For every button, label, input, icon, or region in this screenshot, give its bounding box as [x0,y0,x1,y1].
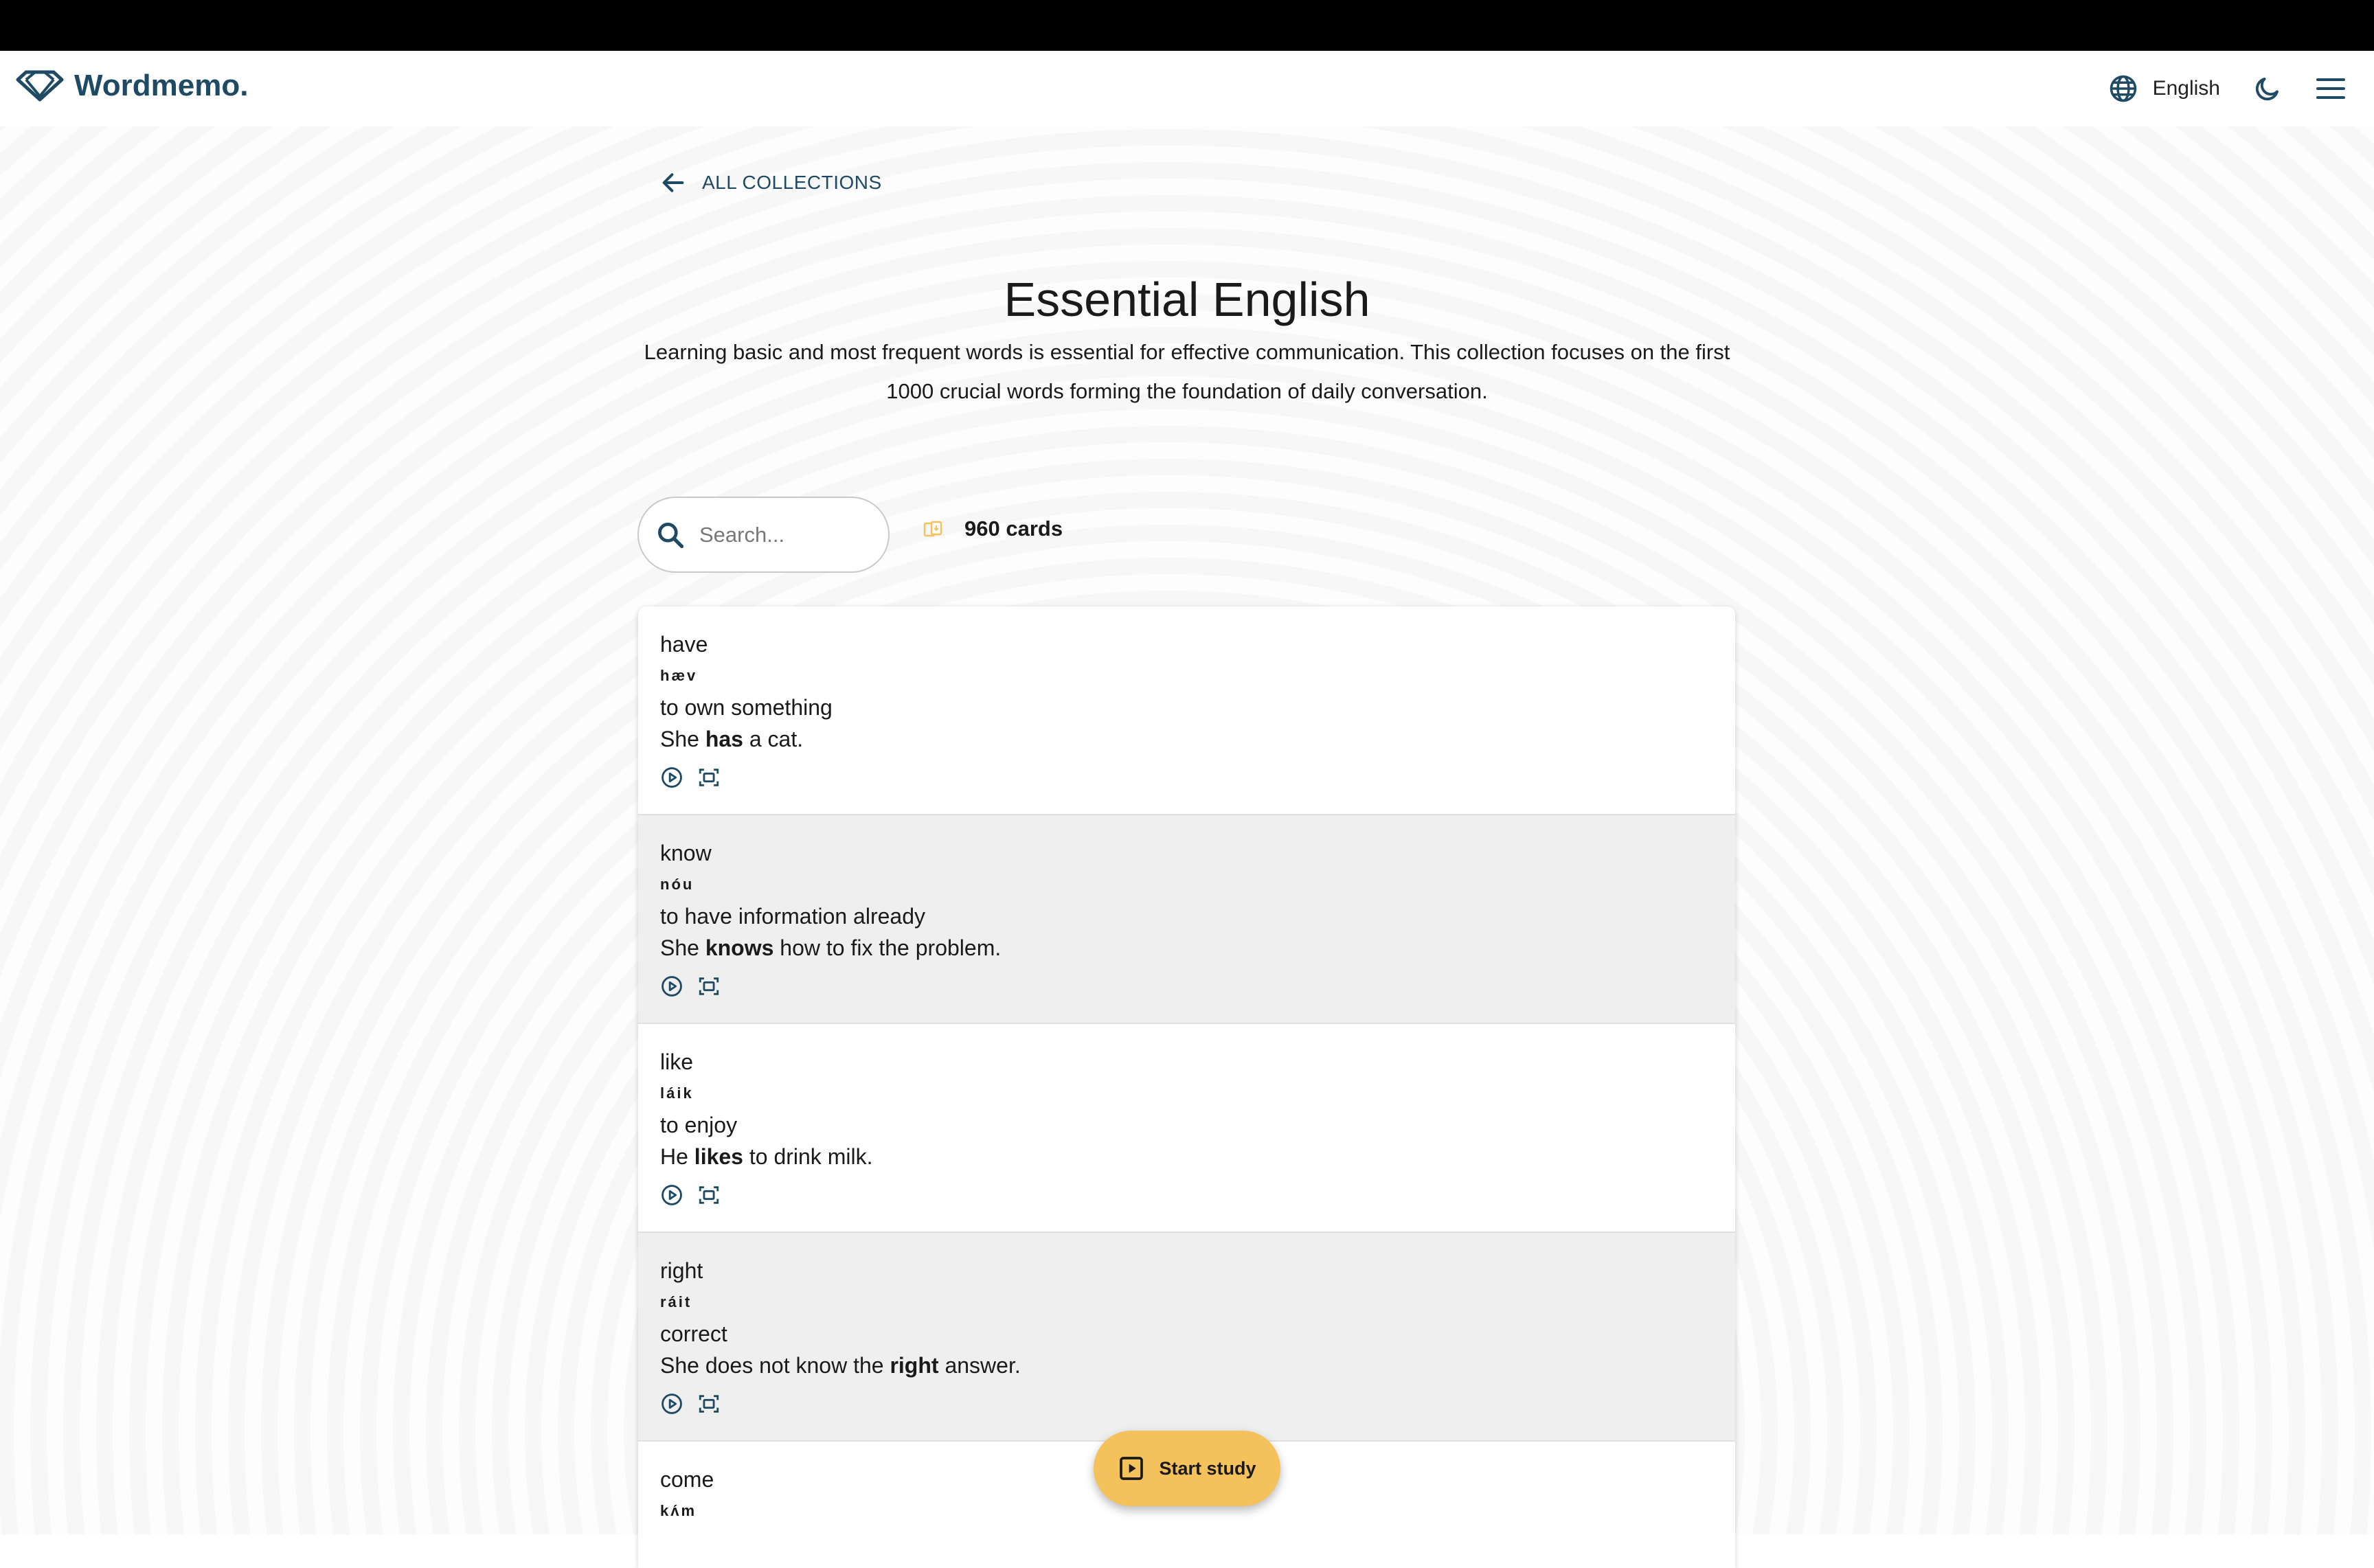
app-header [0,51,2374,126]
play-circle-icon [660,1183,683,1207]
card-definition: to have information already [660,904,925,929]
arrow-left-icon [659,169,687,196]
example-text: how to fix the problem. [773,935,1002,960]
search-box[interactable] [637,497,890,573]
flip-card-icon [697,975,721,998]
menu-button[interactable] [2315,76,2347,101]
card-pronunciation: kʌ́m [660,1502,697,1519]
back-to-collections-link[interactable] [659,169,882,196]
diamond-logo-icon [15,70,65,102]
moon-icon [2253,74,2282,103]
back-label: ALL COLLECTIONS [702,172,882,193]
example-text: a cat. [743,727,804,751]
search-icon [655,520,686,550]
card-word: know [660,841,712,865]
example-keyword: right [890,1353,939,1378]
language-selector[interactable] [2109,74,2220,103]
play-audio-button[interactable] [660,766,683,789]
card-example [660,1141,1713,1172]
play-audio-button[interactable] [660,975,683,998]
example-text: to drink milk. [743,1144,873,1169]
globe-icon [2109,74,2138,103]
play-circle-icon [660,975,683,998]
card-pronunciation: hæv [660,667,698,684]
example-text: answer. [938,1353,1021,1378]
logo[interactable] [15,69,248,103]
list-item[interactable] [638,606,1735,815]
collection-description: Learning basic and most frequent words is essential for effective communication. This collection focuses on the first 1000 crucial words forming the foundation of daily conversation. [644,340,1730,403]
card-count [923,516,1063,541]
example-text: She [660,727,705,751]
app-name: Wordmemo. [74,69,249,102]
card-pronunciation: láik [660,1084,694,1102]
language-label: English [2152,77,2220,100]
card-definition: to own something [660,695,833,720]
hamburger-menu-icon [2315,76,2347,101]
example-text: She does not know the [660,1353,890,1378]
list-item[interactable] [638,1233,1735,1442]
flip-card-icon [697,1183,721,1207]
card-example [660,723,1713,755]
example-keyword: likes [694,1144,743,1169]
card-definition: correct [660,1321,727,1346]
card-word: right [660,1258,703,1283]
flip-card-button[interactable] [697,1392,721,1416]
card-definition: to enjoy [660,1113,738,1137]
card-count-label: 960 cards [964,516,1063,541]
card-word: have [660,632,708,657]
card-example [660,1350,1713,1381]
flip-card-icon [697,766,721,789]
play-audio-button[interactable] [660,1392,683,1416]
flip-card-icon [697,1392,721,1416]
flip-card-button[interactable] [697,766,721,789]
start-study-button[interactable] [1094,1431,1280,1506]
list-item[interactable] [638,1024,1735,1233]
play-circle-icon [660,1392,683,1416]
collection-title: Essential English [1004,273,1370,326]
example-keyword: has [705,727,743,751]
card-word: come [660,1467,714,1492]
cards-icon [923,520,944,538]
play-audio-button[interactable] [660,1183,683,1207]
theme-toggle-button[interactable] [2253,74,2282,103]
flip-card-button[interactable] [697,1183,721,1207]
card-pronunciation: ráit [660,1293,692,1310]
card-word: like [660,1049,694,1074]
example-keyword: knows [705,935,774,960]
example-text: He [660,1144,694,1169]
list-item[interactable] [638,815,1735,1024]
system-top-bar [0,0,2374,51]
card-pronunciation: nóu [660,876,694,893]
card-example [660,932,1713,964]
play-square-icon [1118,1455,1145,1482]
play-circle-icon [660,766,683,789]
flip-card-button[interactable] [697,975,721,998]
card-list [638,606,1735,1568]
search-input[interactable] [699,523,871,547]
example-text: She [660,935,705,960]
start-study-label: Start study [1159,1457,1256,1479]
